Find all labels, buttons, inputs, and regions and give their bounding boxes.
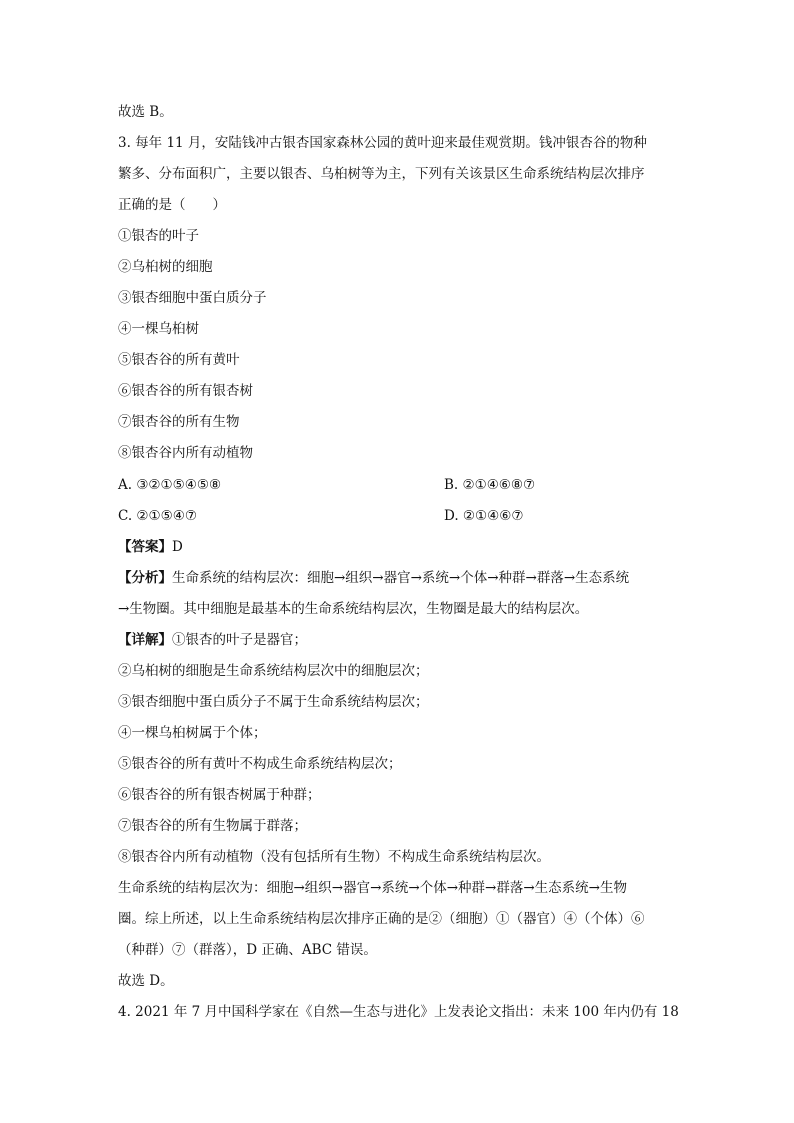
detail-summary-cont: 圈。综上所述，以上生命系统结构层次排序正确的是②（细胞）①（器官）④（个体）⑥ xyxy=(118,911,645,927)
detail-item: ⑥银杏谷的所有银杏树属于种群； xyxy=(118,787,321,803)
detail-summary-end: （种群）⑦（群落），D 正确、ABC 错误。 xyxy=(118,942,377,958)
question-4-stem: 4. 2021 年 7 月中国科学家在《自然—生态与进化》上发表论文指出：未来 100 年内仍有 18 xyxy=(118,1004,679,1020)
item-2: ②乌桕树的细胞 xyxy=(118,259,213,275)
item-1: ①银杏的叶子 xyxy=(118,228,199,244)
item-4: ④一棵乌桕树 xyxy=(118,321,199,337)
detail-summary: 生命系统的结构层次为：细胞→组织→器官→系统→个体→种群→群落→生态系统→生物 xyxy=(118,880,627,896)
prev-conclusion: 故选 B。 xyxy=(118,104,173,120)
item-3: ③银杏细胞中蛋白质分子 xyxy=(118,290,267,306)
detail-first: ①银杏的叶子是器官； xyxy=(172,632,307,648)
option-b: B. ②①④⑥⑧⑦ xyxy=(444,477,536,493)
item-6: ⑥银杏谷的所有银杏树 xyxy=(118,383,253,399)
option-a: A. ③②①⑤④⑤⑧ xyxy=(118,477,222,493)
detail-item: ④一棵乌桕树属于个体； xyxy=(118,725,267,741)
option-d: D. ②①④⑥⑦ xyxy=(444,508,524,524)
analysis-tag: 【分析】 xyxy=(118,570,172,586)
item-7: ⑦银杏谷的所有生物 xyxy=(118,414,240,430)
detail-item: ⑤银杏谷的所有黄叶不构成生命系统结构层次； xyxy=(118,756,402,772)
answer-tag: 【答案】 xyxy=(118,539,172,555)
detail-item: ⑧银杏谷内所有动植物（没有包括所有生物）不构成生命系统结构层次。 xyxy=(118,849,550,865)
detail-item: ③银杏细胞中蛋白质分子不属于生命系统结构层次； xyxy=(118,694,429,710)
detail-item: ⑦银杏谷的所有生物属于群落； xyxy=(118,818,307,834)
item-5: ⑤银杏谷的所有黄叶 xyxy=(118,352,240,368)
analysis-text-cont: →生物圈。其中细胞是最基本的生命系统结构层次，生物圈是最大的结构层次。 xyxy=(118,601,589,617)
detail-line xyxy=(118,630,678,650)
item-8: ⑧银杏谷内所有动植物 xyxy=(118,445,253,461)
detail-conclusion: 故选 D。 xyxy=(118,973,174,989)
analysis-line xyxy=(118,568,678,588)
option-c: C. ②①⑤④⑦ xyxy=(118,508,197,524)
question-3-stem: 3. 每年 11 月，安陆钱冲古银杏国家森林公园的黄叶迎来最佳观赏期。钱冲银杏谷的物种 xyxy=(118,135,647,151)
answer-value: D xyxy=(172,539,183,555)
question-3-stem-cont: 繁多、分布面积广，主要以银杏、乌桕树等为主，下列有关该景区生命系统结构层次排序 xyxy=(118,166,645,182)
analysis-text: 生命系统的结构层次：细胞→组织→器官→系统→个体→种群→群落→生态系统 xyxy=(172,570,630,586)
answer-line xyxy=(118,537,678,557)
detail-item: ②乌桕树的细胞是生命系统结构层次中的细胞层次； xyxy=(118,663,429,679)
detail-tag: 【详解】 xyxy=(118,632,172,648)
question-3-prompt: 正确的是（ ） xyxy=(118,197,226,213)
